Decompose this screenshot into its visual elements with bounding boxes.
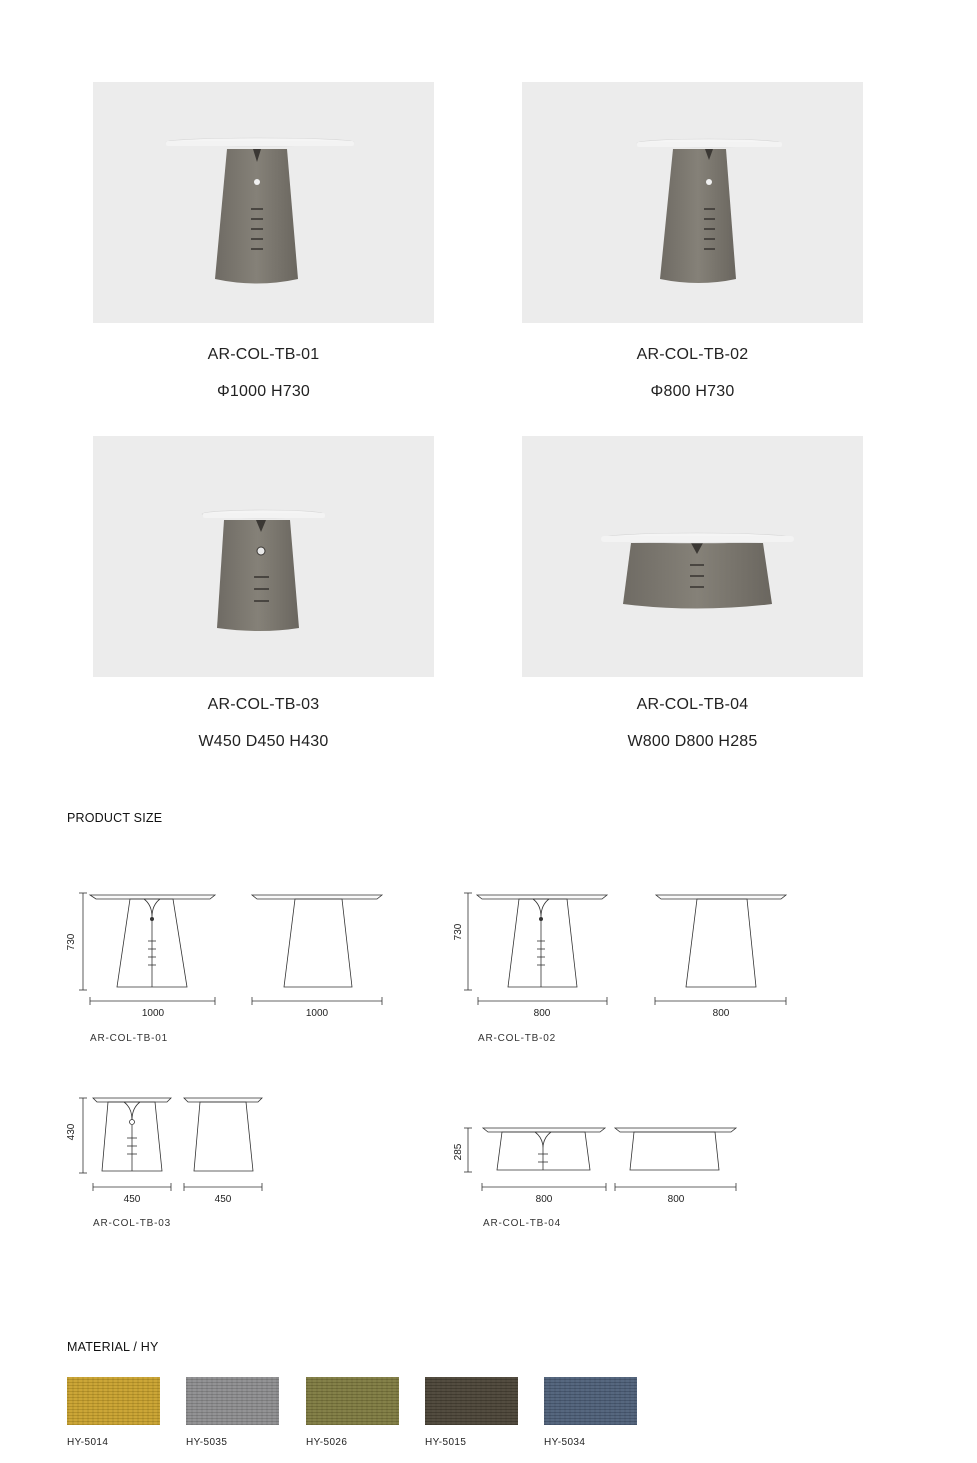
fabric-swatch-hy-5014[interactable] bbox=[67, 1377, 160, 1425]
size-drawing-tb-03 bbox=[60, 1090, 275, 1210]
product-card-4 bbox=[522, 436, 863, 766]
size-drawing-tb-04 bbox=[450, 1120, 750, 1210]
height-dimension: 730 bbox=[453, 923, 464, 941]
side-width-dimension: 800 bbox=[712, 1008, 730, 1019]
material-heading: MATERIAL / HY bbox=[67, 1340, 159, 1354]
size-drawing-tb-01 bbox=[60, 885, 390, 1055]
fabric-swatch-hy-5035[interactable] bbox=[186, 1377, 279, 1425]
product-image-4 bbox=[522, 436, 863, 677]
drawing-code-label: AR-COL-TB-01 bbox=[90, 1033, 168, 1044]
product-dimensions: Φ1000 H730 bbox=[216, 383, 311, 400]
product-card-1 bbox=[93, 82, 434, 412]
product-image-3 bbox=[93, 436, 434, 677]
product-size-heading: PRODUCT SIZE bbox=[67, 811, 163, 825]
height-dimension: 730 bbox=[66, 933, 77, 951]
swatch-code: HY-5035 bbox=[186, 1437, 228, 1448]
front-width-dimension: 800 bbox=[533, 1008, 551, 1019]
product-dimensions: W450 D450 H430 bbox=[198, 733, 329, 750]
product-image-1 bbox=[93, 82, 434, 323]
product-card-3 bbox=[93, 436, 434, 766]
drawing-code-label: AR-COL-TB-02 bbox=[478, 1033, 556, 1044]
product-code: AR-COL-TB-01 bbox=[207, 346, 320, 363]
product-dimensions: W800 D800 H285 bbox=[627, 733, 758, 750]
front-width-dimension: 800 bbox=[535, 1194, 553, 1205]
swatch-code: HY-5034 bbox=[544, 1437, 586, 1448]
drawing-code-label: AR-COL-TB-04 bbox=[483, 1218, 561, 1229]
swatch-code: HY-5014 bbox=[67, 1437, 109, 1448]
drawing-code-label: AR-COL-TB-03 bbox=[93, 1218, 171, 1229]
product-code: AR-COL-TB-04 bbox=[636, 696, 749, 713]
fabric-swatch-hy-5034[interactable] bbox=[544, 1377, 637, 1425]
height-dimension: 430 bbox=[66, 1123, 77, 1141]
fabric-swatch-hy-5015[interactable] bbox=[425, 1377, 518, 1425]
front-width-dimension: 1000 bbox=[141, 1008, 165, 1019]
fabric-swatch-hy-5026[interactable] bbox=[306, 1377, 399, 1425]
height-dimension: 285 bbox=[453, 1143, 464, 1161]
product-image-2 bbox=[522, 82, 863, 323]
front-width-dimension: 450 bbox=[123, 1194, 141, 1205]
side-width-dimension: 450 bbox=[214, 1194, 232, 1205]
product-dimensions: Φ800 H730 bbox=[650, 383, 735, 400]
swatch-code: HY-5015 bbox=[425, 1437, 467, 1448]
side-width-dimension: 1000 bbox=[305, 1008, 329, 1019]
product-code: AR-COL-TB-02 bbox=[636, 346, 749, 363]
size-drawing-tb-02 bbox=[450, 885, 795, 1055]
side-width-dimension: 800 bbox=[667, 1194, 685, 1205]
product-card-2 bbox=[522, 82, 863, 412]
product-code: AR-COL-TB-03 bbox=[207, 696, 320, 713]
swatch-code: HY-5026 bbox=[306, 1437, 348, 1448]
